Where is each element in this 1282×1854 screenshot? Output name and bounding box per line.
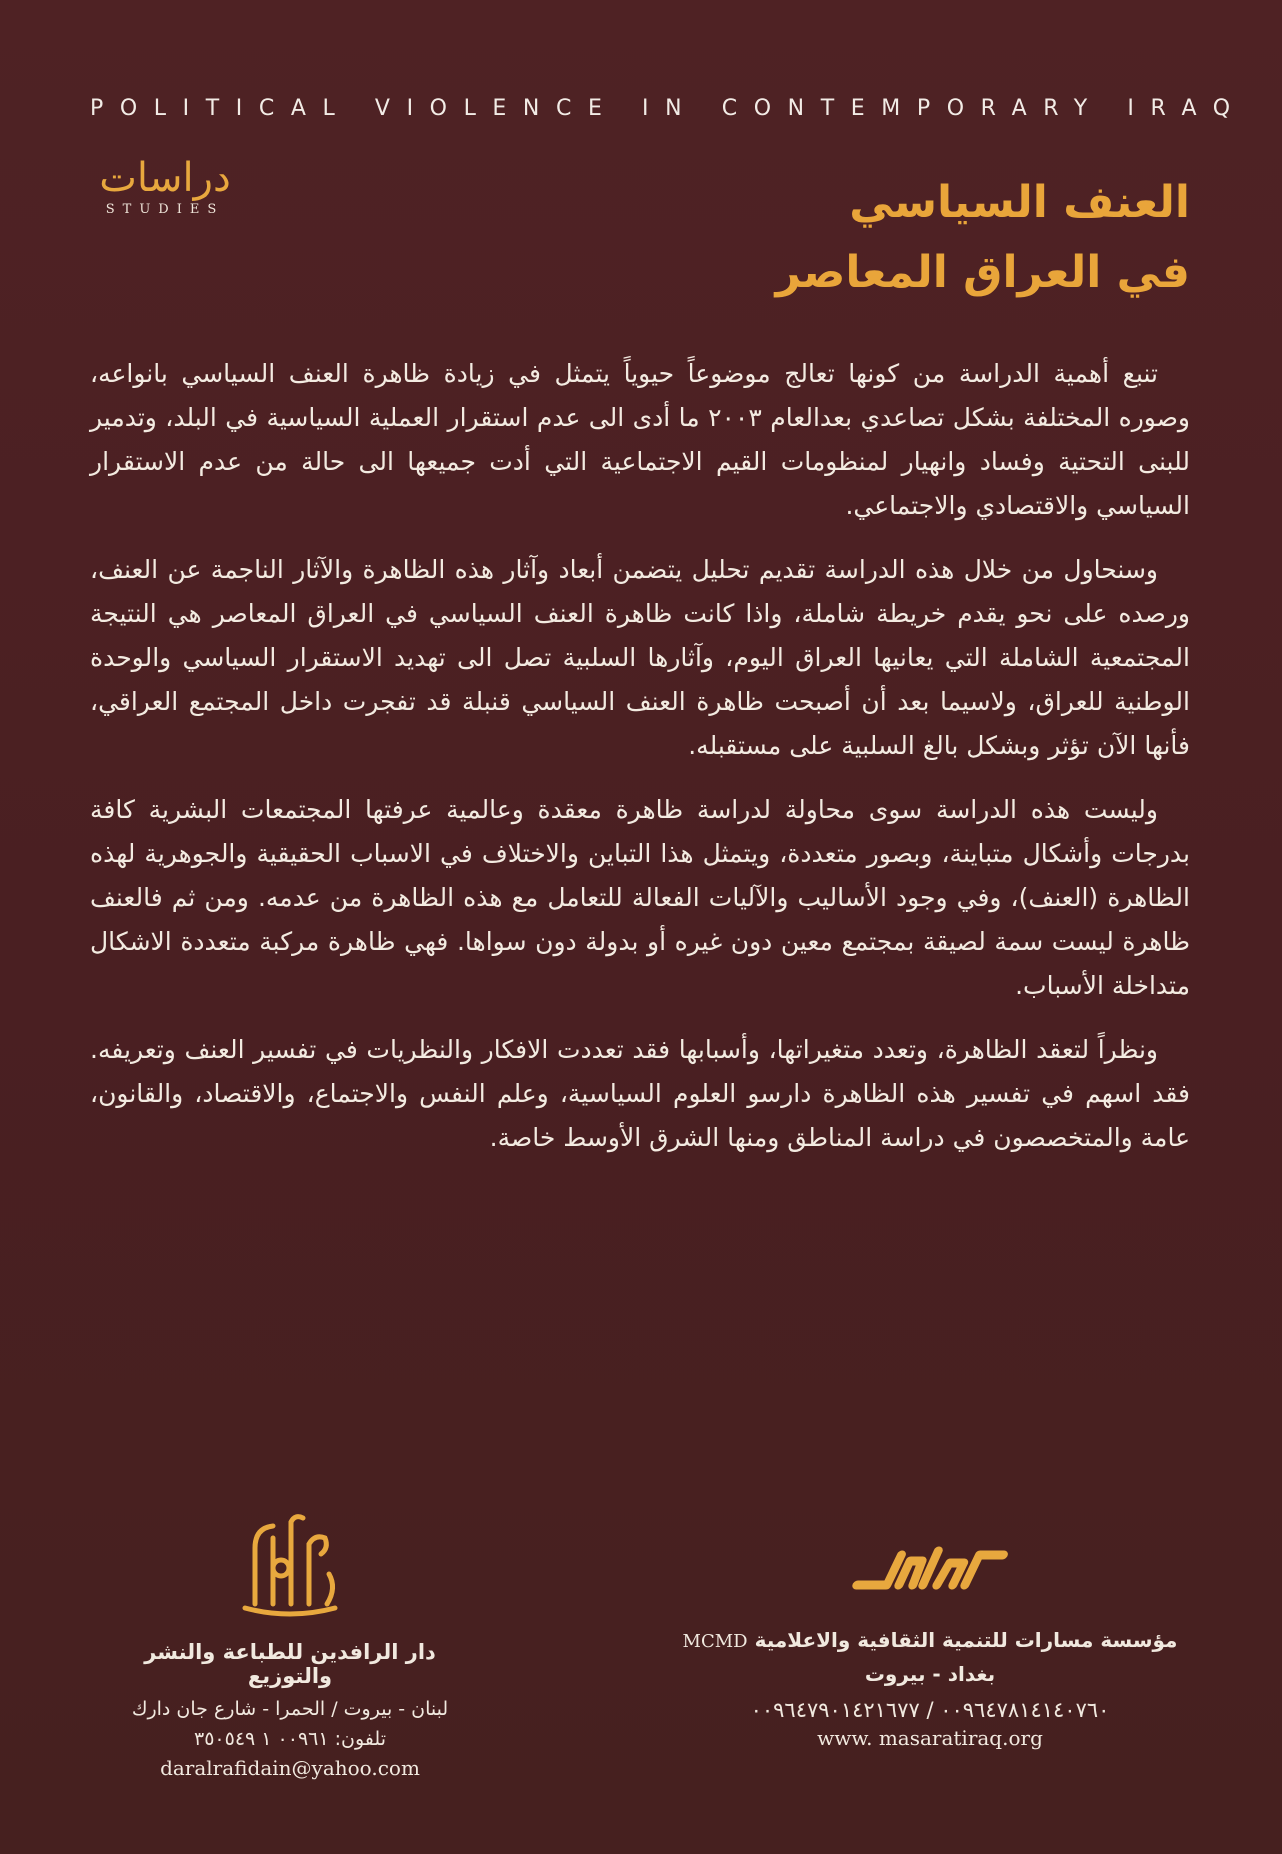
series-label-english: STUDIES: [105, 202, 225, 217]
publisher-rafidain: [100, 1508, 480, 1780]
arabic-book-title: [770, 168, 1190, 308]
synopsis-paragraph-1: تنبع أهمية الدراسة من كونها تعالج موضوعاً حيوياً يتمثل في زيادة ظاهرة العنف السياسي بانواعه، وصوره المختلفة بشكل تصاعدي بعدالعام ٢٠٠٣ ما أدى الى عدم استقرار العملية السياسية في البلد، وتدمير للبنى التحتية وفساد وانهيار لمنظومات القيم الاجتماعية التي أدت جميعها الى حالة من عدم الاستقرار السياسي والاقتصادي والاجتماعي.: [90, 359, 1190, 520]
rafidain-name: دار الرافدين للطباعة والنشر والتوزيع: [144, 1640, 436, 1688]
rafidain-phone: تلفون: ٠٠٩٦١ ١ ٣٥٠٥٤٩: [194, 1728, 386, 1750]
rafidain-logo-icon: [100, 1508, 480, 1626]
english-title: POLITICAL VIOLENCE IN CONTEMPORARY IRAQ: [90, 96, 1247, 121]
masarat-mcmd: MCMD: [682, 1631, 748, 1652]
title-line-1: العنف السياسي: [849, 177, 1190, 228]
synopsis: [90, 352, 1190, 1180]
series-label-arabic: دراسات: [99, 155, 231, 201]
rafidain-address: لبنان - بيروت / الحمرا - شارع جان دارك: [131, 1698, 449, 1720]
synopsis-paragraph-2: وسنحاول من خلال هذه الدراسة تقديم تحليل يتضمن أبعاد وآثار هذه الظاهرة والآثار الناجمة عن العنف، ورصده على نحو يقدم خريطة شاملة، واذا كانت ظاهرة العنف السياسي في العراق المعاصر هي النتيجة المجتمعية الشاملة التي يعانيها العراق اليوم، وآثارها السلبية تصل الى تهديد الاستقرار السياسي والوحدة الوطنية للعراق، ولاسيما بعد أن أصبحت ظاهرة العنف السياسي قنبلة قد تفجرت داخل المجتمع العراقي، فأنها الآن تؤثر وبشكل بالغ السلبية على مستقبله.: [90, 555, 1190, 760]
publisher-masarat: [670, 1535, 1190, 1750]
synopsis-paragraph-3: وليست هذه الدراسة سوى محاولة لدراسة ظاهرة معقدة وعالمية عرفتها المجتمعات البشرية كافة بدرجات وأشكال متباينة، وبصور متعددة، ويتمثل هذا التباين والاختلاف في الاسباب الحقيقية والجوهرية لهذه الظاهرة (العنف)، وفي وجود الأساليب والآليات الفعالة للتعامل مع هذه الظاهرة من عدمه. ومن ثم فالعنف ظاهرة ليست سمة لصيقة بمجتمع معين دون غيره أو بدولة دون سواها. فهي ظاهرة مركبة متعددة الاشكال متداخلة الأسباب.: [90, 795, 1190, 1000]
series-badge: [90, 155, 240, 217]
masarat-website: www. masaratiraq.org: [817, 1726, 1043, 1750]
masarat-logo-icon: [662, 1535, 1197, 1606]
rafidain-email: daralrafidain@yahoo.com: [160, 1756, 420, 1780]
title-line-2: في العراق المعاصر: [775, 247, 1190, 298]
synopsis-paragraph-4: ونظراً لتعقد الظاهرة، وتعدد متغيراتها، وأسبابها فقد تعددت الافكار والنظريات في تفسير العنف وتعريفه. فقد اسهم في تفسير هذه الظاهرة دارسو العلوم السياسية، وعلم النفس والاجتماع، والاقتصاد، والقانون، عامة والمتخصصون في دراسة المناطق ومنها الشرق الأوسط خاصة.: [90, 1035, 1190, 1152]
masarat-phones: ٠٠٩٦٤٧٨١٤١٤٠٧٦٠ / ٠٠٩٦٤٧٩٠١٤٢١٦٧٧: [750, 1698, 1110, 1722]
masarat-city: بغداد - بيروت: [864, 1662, 996, 1686]
masarat-name: مؤسسة مسارات للتنمية الثقافية والاعلامية MCMD: [682, 1628, 1178, 1652]
